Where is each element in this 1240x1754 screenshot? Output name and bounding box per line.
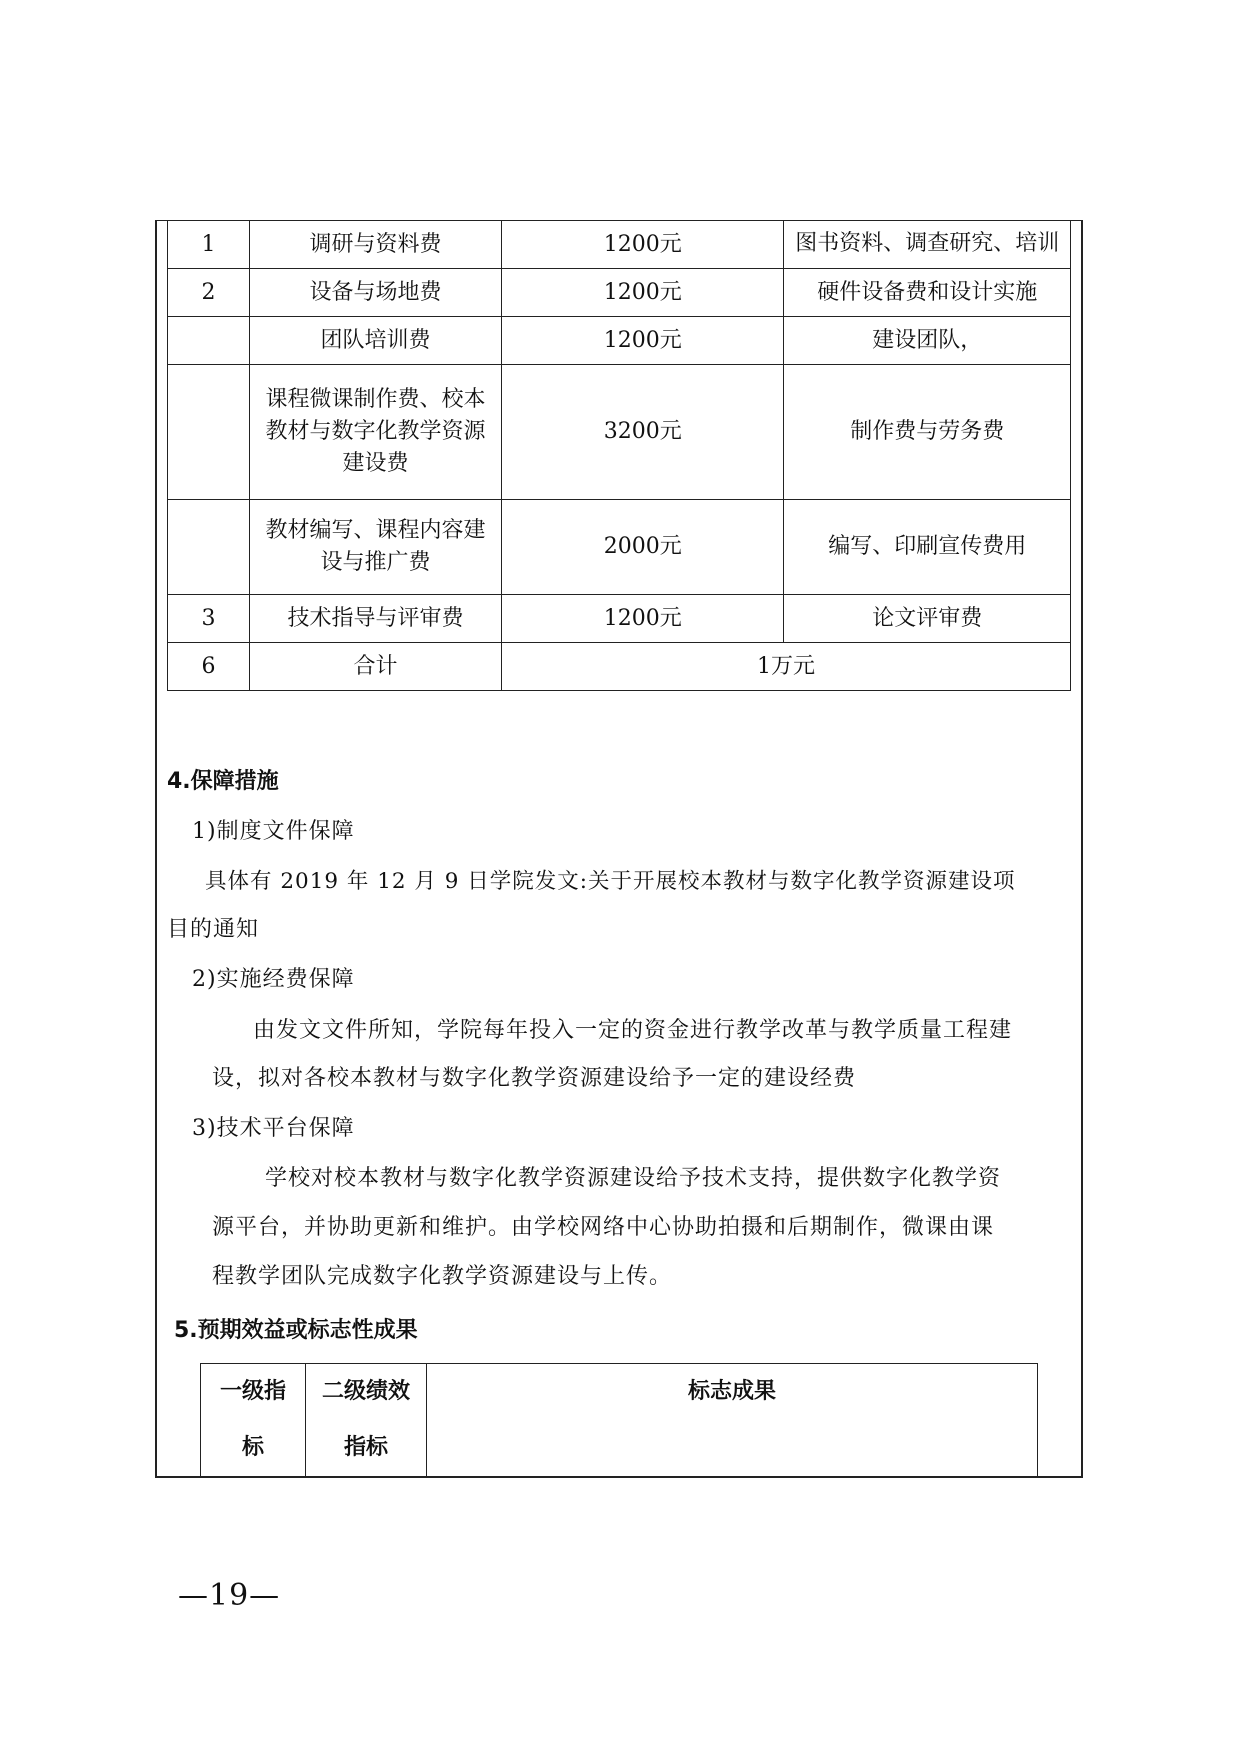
section4-sub2: 2)实施经费保障 (192, 967, 355, 992)
table-row (168, 595, 1071, 643)
table-row (168, 269, 1071, 317)
row-note: 硬件设备费和设计实施 (784, 269, 1071, 317)
header-level1 (201, 1364, 306, 1477)
row-item: 教材编写、课程内容建设与推广费 (249, 500, 501, 595)
row-no (168, 500, 250, 595)
row-note: 制作费与劳务费 (784, 365, 1071, 500)
section4-sub3: 3)技术平台保障 (192, 1116, 355, 1141)
section4-heading: 4.保障措施 (167, 769, 279, 794)
row-note: 建设团队， (784, 317, 1071, 365)
results-table (200, 1363, 1038, 1477)
section4-para3-line2: 源平台，并协助更新和维护。由学校网络中心协助拍摄和后期制作，微课由课 (212, 1215, 995, 1240)
row-item: 团队培训费 (249, 317, 501, 365)
section4-para3-line3: 程教学团队完成数字化教学资源建设与上传。 (212, 1264, 673, 1289)
row-note (784, 221, 1071, 269)
page-number: —19— (178, 1578, 281, 1613)
budget-table (167, 220, 1071, 691)
table-row (168, 365, 1071, 500)
table-row (168, 500, 1071, 595)
total-amount: 1万元 (502, 643, 1071, 691)
table-row-total (168, 643, 1071, 691)
row-amount: 1200元 (502, 269, 784, 317)
row-no: 3 (168, 595, 250, 643)
section4-sub1: 1)制度文件保障 (192, 819, 355, 844)
table-row (168, 317, 1071, 365)
header-level1-line1: 一级指 (219, 1379, 286, 1404)
section4-para1-line1: 具体有 2019 年 12 月 9 日学院发文:关于开展校本教材与数字化教学资源建设项 (205, 869, 1016, 894)
header-level2 (306, 1364, 427, 1477)
header-level1-line2: 标 (241, 1435, 264, 1460)
header-level2-line1: 二级绩效 (321, 1379, 410, 1404)
row-note-text: 图书资料、调查研究、培训 (795, 230, 1060, 256)
row-note: 编写、印刷宣传费用 (784, 500, 1071, 595)
row-amount: 2000元 (502, 500, 784, 595)
row-no: 2 (168, 269, 250, 317)
row-note: 论文评审费 (784, 595, 1071, 643)
row-amount: 1200元 (502, 595, 784, 643)
row-no (168, 365, 250, 500)
table-header-row (201, 1364, 1038, 1477)
header-level2-line2: 指标 (343, 1435, 388, 1460)
section5-heading: 5.预期效益或标志性成果 (174, 1318, 418, 1343)
row-no: 1 (168, 221, 250, 269)
row-amount: 1200元 (502, 317, 784, 365)
table-row (168, 221, 1071, 269)
row-item: 课程微课制作费、校本教材与数字化教学资源建设费 (249, 365, 501, 500)
row-item: 设备与场地费 (249, 269, 501, 317)
total-no: 6 (168, 643, 250, 691)
section4-para2-line2: 设，拟对各校本教材与数字化教学资源建设给予一定的建设经费 (212, 1066, 857, 1091)
row-amount: 3200元 (502, 365, 784, 500)
section4-para2-line1: 由发文文件所知，学院每年投入一定的资金进行教学改革与教学质量工程建 (253, 1018, 1013, 1043)
row-item: 技术指导与评审费 (249, 595, 501, 643)
section4-para1-line2: 目的通知 (167, 917, 260, 942)
total-label: 合计 (249, 643, 501, 691)
row-item: 调研与资料费 (249, 221, 501, 269)
row-amount: 1200元 (502, 221, 784, 269)
row-no (168, 317, 250, 365)
section4-para3-line1: 学校对校本教材与数字化教学资源建设给予技术支持，提供数字化教学资 (265, 1166, 1002, 1191)
header-results: 标志成果 (427, 1364, 1038, 1477)
